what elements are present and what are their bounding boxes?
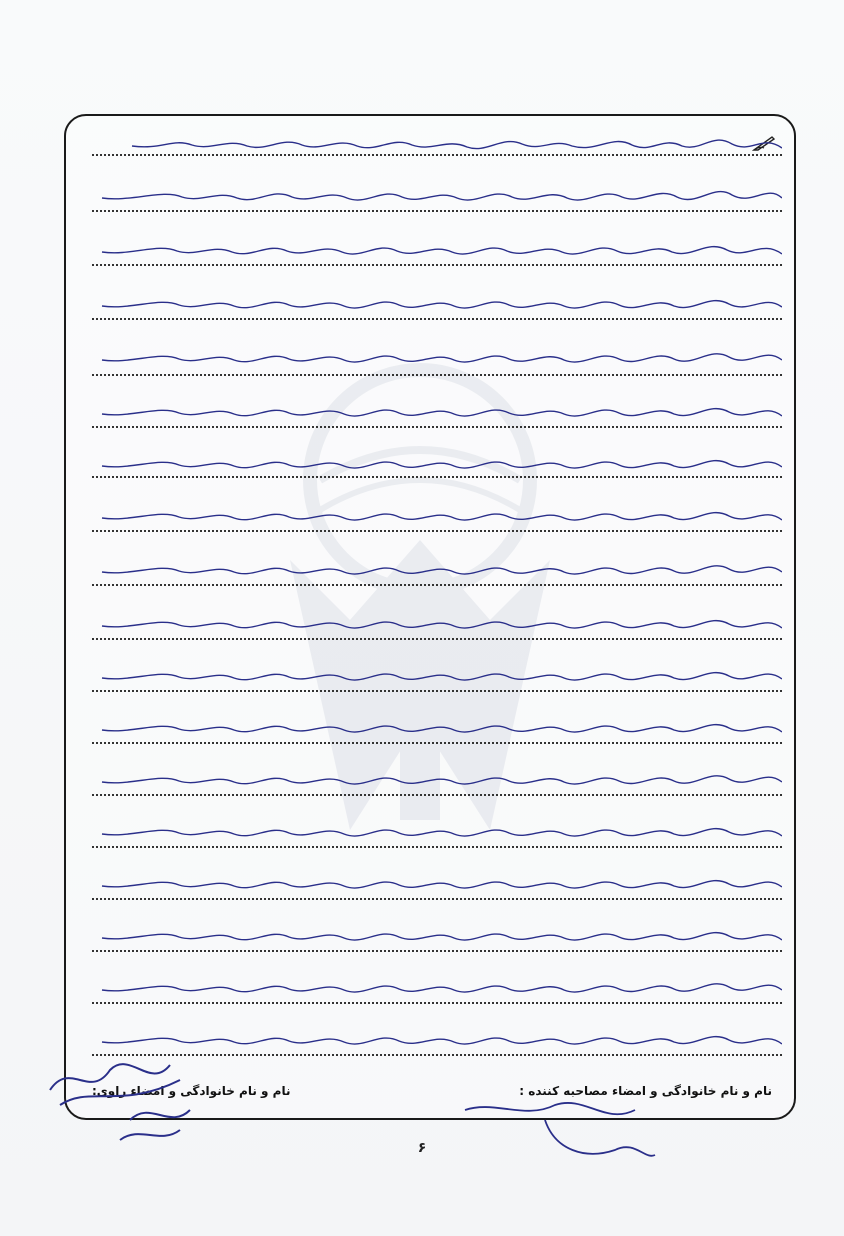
handwritten-line	[92, 866, 782, 900]
handwritten-line	[92, 552, 782, 586]
handwritten-line	[92, 762, 782, 796]
handwritten-line	[92, 658, 782, 692]
handwritten-line	[92, 498, 782, 532]
handwritten-line	[92, 340, 782, 374]
handwritten-line	[92, 178, 782, 212]
handwritten-line	[92, 918, 782, 952]
handwritten-line	[92, 814, 782, 848]
handwritten-line	[92, 446, 782, 480]
interviewer-signature-label: نام و نام خانوادگی و امضاء مصاحبه کننده :	[519, 1084, 772, 1098]
handwritten-line	[92, 286, 782, 320]
page-number: ۶	[417, 1140, 427, 1156]
interviewer-signature	[455, 1080, 675, 1170]
handwritten-line	[92, 970, 782, 1004]
narrator-signature	[30, 1030, 200, 1150]
handwritten-line	[92, 710, 782, 744]
handwritten-line	[92, 232, 782, 266]
handwritten-line	[92, 606, 782, 640]
narrator-signature-label: نام و نام خانوادگی و امضاء راوی:	[92, 1084, 291, 1098]
handwritten-line	[92, 394, 782, 428]
handwritten-line	[92, 126, 782, 160]
